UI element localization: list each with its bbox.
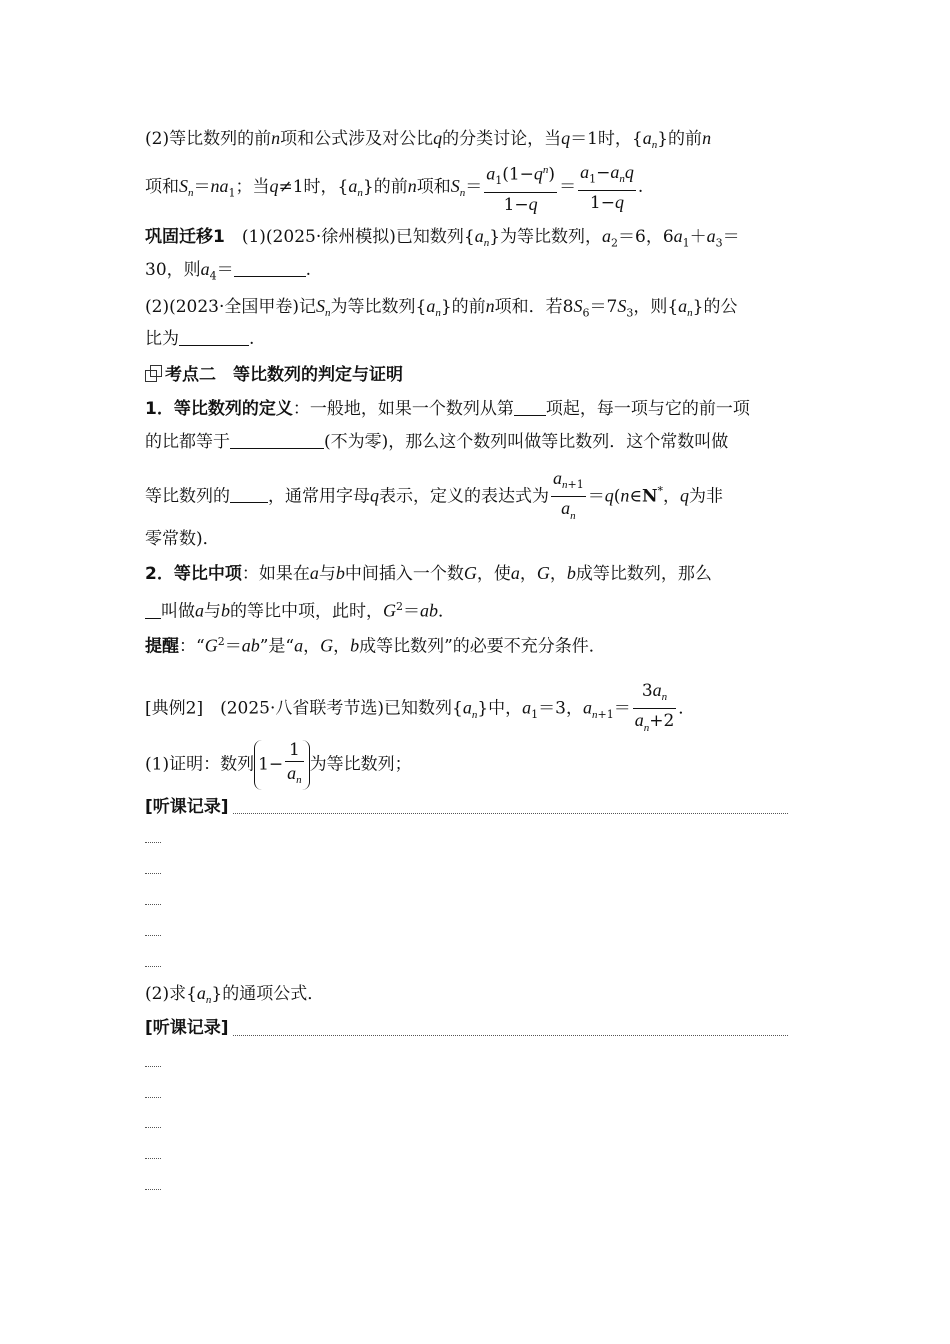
definition-line3: 等比数列的 ，通常用字母q表示，定义的表达式为 $\frac{a_{n+1}}{a_n}$ ＝q(n∈N*，q为非 bbox=[145, 468, 723, 526]
answer-blank[interactable] bbox=[234, 260, 306, 277]
geometric-mean-line2: 叫做a与b的等比中项，此时，$G^2=ab$． bbox=[145, 596, 455, 623]
record-dotline[interactable] bbox=[145, 1189, 161, 1190]
section-box-icon bbox=[145, 365, 163, 383]
para-sum-formula-line2: 项和$S_n=na_1$；当q≠1时，$\{a_n\}$的前n项和$S_n=$ $\frac{a_1(1-q^n)}{1-q}$ ＝ $\frac{a_1-a_nq}{1-q}$ . bbox=[145, 161, 644, 216]
record-label-1: [听课记录] bbox=[145, 797, 229, 817]
exercise-2-line1: (2)(2023·全国甲卷)记$S_n$为等比数列$\{a_n\}$的前n项和．若$8S_6=7S_3$，则$\{a_n\}$的公 bbox=[145, 296, 738, 320]
record-dotline[interactable] bbox=[145, 1097, 161, 1098]
geometric-mean-line1: 2．等比中项：如果在a与b中间插入一个数G，使a，G，b成等比数列，那么 bbox=[145, 563, 712, 584]
record-dotline[interactable] bbox=[145, 873, 161, 874]
record-dotline[interactable] bbox=[145, 904, 161, 905]
record-dotline[interactable] bbox=[145, 966, 161, 967]
record-dotline[interactable] bbox=[145, 935, 161, 936]
example-2-part2: (2)求$\{a_n\}$的通项公式． bbox=[145, 983, 325, 1007]
fill-blank[interactable] bbox=[230, 432, 324, 449]
para-sum-formula-line1: (2)等比数列的前n项和公式涉及对公比q的分类讨论，当q＝1时，$\{a_n\}$的前n bbox=[145, 128, 712, 152]
example-2-line: [典例2] (2025·八省联考节选)已知数列$\{a_n\}$中，$a_1=3$，$a_{n+1}=$ $\frac{3a_n}{a_n+2}$ ． bbox=[145, 680, 695, 738]
record-label-2: [听课记录] bbox=[145, 1018, 229, 1038]
tip-line: 提醒：“$G^2=ab$”是“a，G，b成等比数列”的必要不充分条件． bbox=[145, 635, 606, 657]
exercise-1-line1: 巩固迁移1 (1)(2025·徐州模拟)已知数列$\{a_n\}$为等比数列，$a_2=6$，$6a_1+a_3=$ bbox=[145, 226, 740, 250]
recurrence-fraction: $\frac{3a_n}{a_n+2}$ bbox=[634, 680, 675, 734]
answer-blank[interactable] bbox=[179, 329, 249, 346]
definition-line1: 1．等比数列的定义：一般地，如果一个数列从第 项起，每一项与它的前一项 bbox=[145, 399, 750, 419]
definition-line2: 的比都等于 (不为零)，那么这个数列叫做等比数列．这个常数叫做 bbox=[145, 432, 729, 452]
exercise-2-line2: 比为 . bbox=[145, 329, 255, 349]
record-dotline[interactable] bbox=[145, 1127, 161, 1128]
record-input-line[interactable] bbox=[233, 1034, 788, 1036]
fill-blank[interactable] bbox=[145, 602, 161, 619]
exercise-1-line2: 30，则$a_4=$ . bbox=[145, 259, 312, 283]
section-heading: 考点二 等比数列的判定与证明 bbox=[145, 364, 403, 386]
fill-blank[interactable] bbox=[230, 486, 268, 503]
example-2-part1: (1)证明：数列 1− $\frac{1}{a_n}$ 为等比数列； bbox=[145, 740, 412, 790]
sum-formula-fraction-1: $\frac{a_1(1-q^n)}{1-q}$ bbox=[484, 160, 557, 215]
ratio-fraction: $\frac{a_{n+1}}{a_n}$ bbox=[553, 468, 584, 522]
record-dotline[interactable] bbox=[145, 842, 161, 843]
sum-formula-fraction-2: $\frac{a_1-a_nq}{1-q}$ bbox=[580, 161, 634, 214]
definition-line4: 零常数)． bbox=[145, 529, 220, 549]
record-input-line[interactable] bbox=[233, 812, 788, 814]
fill-blank[interactable] bbox=[514, 399, 546, 416]
record-dotline[interactable] bbox=[145, 1158, 161, 1159]
sequence-braces: 1− $\frac{1}{a_n}$ bbox=[254, 740, 310, 790]
record-dotline[interactable] bbox=[145, 1066, 161, 1067]
